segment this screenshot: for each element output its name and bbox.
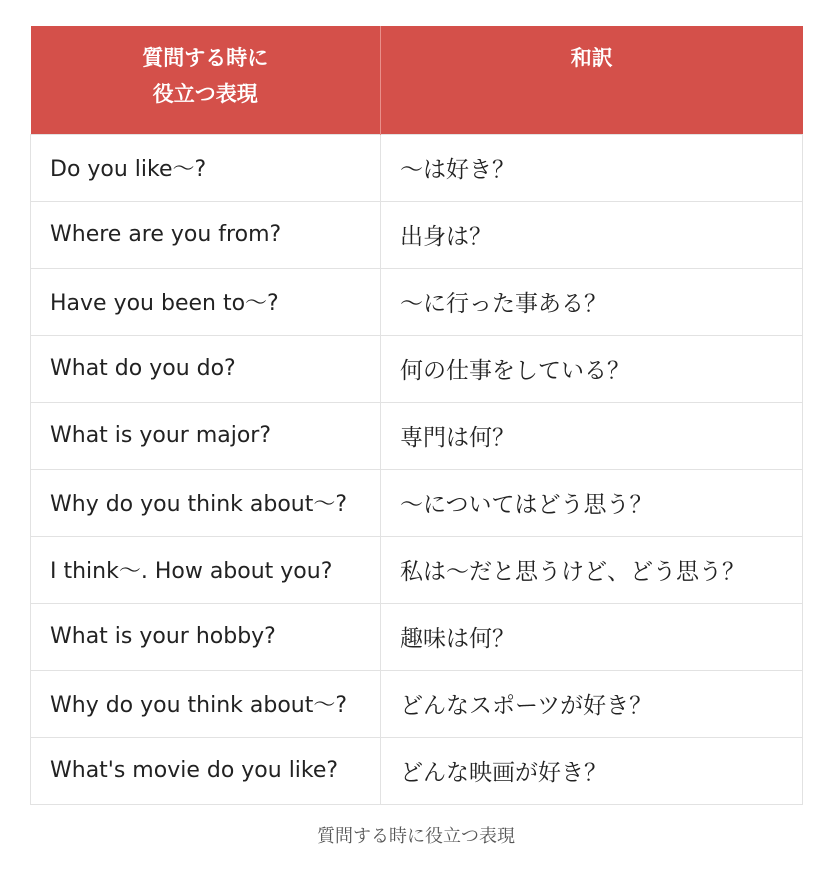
phrase-japanese: ～に行った事ある？ bbox=[381, 268, 803, 335]
header-row bbox=[31, 26, 803, 134]
table-row bbox=[31, 335, 803, 402]
table-row bbox=[31, 469, 803, 536]
phrase-japanese: 出身は？ bbox=[381, 201, 803, 268]
phrase-japanese: 専門は何？ bbox=[381, 402, 803, 469]
table-row bbox=[31, 603, 803, 670]
table-row bbox=[31, 737, 803, 804]
table-row bbox=[31, 134, 803, 201]
phrase-japanese: 何の仕事をしている？ bbox=[381, 335, 803, 402]
phrase-english: Why do you think about～? bbox=[31, 469, 381, 536]
phrase-table bbox=[30, 26, 803, 805]
table-header bbox=[31, 26, 803, 134]
header-english bbox=[31, 26, 381, 134]
phrase-japanese: どんなスポーツが好き？ bbox=[381, 670, 803, 737]
phrase-english: Why do you think about～? bbox=[31, 670, 381, 737]
phrase-japanese: 私は～だと思うけど、どう思う？ bbox=[381, 536, 803, 603]
phrase-japanese: 趣味は何？ bbox=[381, 603, 803, 670]
phrase-table-container bbox=[30, 26, 802, 805]
phrase-english: Where are you from? bbox=[31, 201, 381, 268]
table-row bbox=[31, 402, 803, 469]
phrase-japanese: ～についてはどう思う？ bbox=[381, 469, 803, 536]
header-english-line-1: 質問する時に bbox=[142, 46, 269, 70]
header-japanese: 和訳 bbox=[381, 26, 803, 134]
phrase-japanese: ～は好き？ bbox=[381, 134, 803, 201]
header-english-line-2: 役立つ表現 bbox=[152, 82, 258, 106]
table-row bbox=[31, 536, 803, 603]
phrase-english: What do you do? bbox=[31, 335, 381, 402]
table-row bbox=[31, 670, 803, 737]
table-caption: 質問する時に役立つ表現 bbox=[317, 826, 515, 847]
table-body bbox=[31, 134, 803, 804]
phrase-english: What's movie do you like? bbox=[31, 737, 381, 804]
table-row bbox=[31, 268, 803, 335]
table-row bbox=[31, 201, 803, 268]
phrase-english: I think～. How about you? bbox=[31, 536, 381, 603]
phrase-english: What is your major? bbox=[31, 402, 381, 469]
phrase-japanese: どんな映画が好き？ bbox=[381, 737, 803, 804]
phrase-english: Do you like～? bbox=[31, 134, 381, 201]
phrase-english: Have you been to～? bbox=[31, 268, 381, 335]
phrase-english: What is your hobby? bbox=[31, 603, 381, 670]
